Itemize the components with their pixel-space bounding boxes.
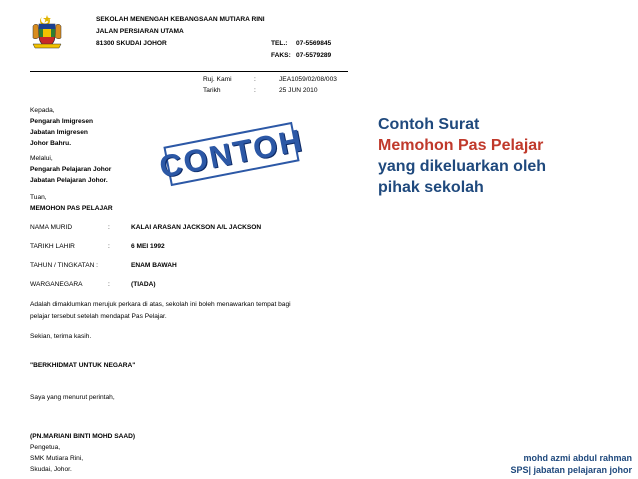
signatory-place: Skudai, Johor. [30, 466, 72, 473]
student-row-colon: : [108, 243, 110, 250]
student-row-label: NAMA MURID [30, 224, 73, 231]
address-line-1: JALAN PERSIARAN UTAMA [96, 28, 184, 35]
student-row-colon: : [108, 224, 110, 231]
via-line-2: Jabatan Pelajaran Johor. [30, 177, 108, 184]
school-name: SEKOLAH MENENGAH KEBANGSAAN MUTIARA RINI [96, 16, 265, 23]
ref-colon: : [254, 76, 256, 83]
date-colon: : [254, 87, 256, 94]
student-row-value: (TIADA) [131, 281, 156, 288]
footer-author: mohd azmi abdul rahman [523, 453, 632, 463]
body-paragraph-line-2: pelajar tersebut setelah mendapat Pas Pelajar. [30, 313, 167, 320]
ref-value: JEA1059/02/08/003 [279, 76, 337, 83]
fax-value: 07-5579289 [296, 52, 332, 59]
contoh-stamp [156, 122, 307, 186]
ref-label: Ruj. Kami [203, 76, 232, 83]
body-paragraph-line-1: Adalah dimaklumkan merujuk perkara di atas, sekolah ini boleh menawarkan tempat bagi [30, 301, 291, 308]
caption-line-4: pihak sekolah [378, 179, 484, 196]
caption-line-3: yang dikeluarkan oleh [378, 158, 547, 175]
recipient-line-1: Pengarah Imigresen [30, 118, 94, 125]
recipient-line-2: Jabatan Imigresen [30, 129, 88, 136]
signatory-title: Pengetua, [30, 444, 61, 451]
recipient-line-3: Johor Bahru. [30, 140, 72, 147]
fax-label: FAKS: [271, 52, 291, 59]
tel-label: TEL.: [271, 40, 288, 47]
signatory-school: SMK Mutiara Rini, [30, 455, 84, 462]
caption-block [378, 114, 633, 198]
header-divider [30, 71, 348, 72]
student-row-label: TARIKH LAHIR [30, 243, 75, 250]
student-row-colon: : [108, 281, 110, 288]
stamp-text: CONTOH [156, 122, 307, 185]
date-value: 25 JUN 2010 [279, 87, 318, 94]
caption-line-2: Memohon Pas Pelajar [378, 137, 544, 154]
kepada-label: Kepada, [30, 107, 55, 114]
subject: MEMOHON PAS PELAJAR [30, 205, 113, 212]
salutation: Tuan, [30, 194, 47, 201]
via-line-1: Pengarah Pelajaran Johor [30, 166, 112, 173]
caption-line-1: Contoh Surat [378, 116, 480, 133]
date-label: Tarikh [203, 87, 221, 94]
student-row-label: WARGANEGARA [30, 281, 83, 288]
motto: "BERKHIDMAT UNTUK NEGARA" [30, 362, 136, 369]
closing-line: Saya yang menurut perintah, [30, 394, 115, 401]
melalui-label: Melalui, [30, 155, 53, 162]
tel-value: 07-5569845 [296, 40, 332, 47]
student-row-value: 6 MEI 1992 [131, 243, 165, 250]
school-crest-logo [30, 14, 64, 50]
footer-org: SPS| jabatan pelajaran johor [510, 465, 632, 475]
address-line-2: 81300 SKUDAI JOHOR [96, 40, 167, 47]
student-row-label: TAHUN / TINGKATAN : [30, 262, 99, 269]
student-row-value: ENAM BAWAH [131, 262, 177, 269]
signatory-name: (PN.MARIANI BINTI MOHD SAAD) [30, 433, 136, 440]
thanks-line: Sekian, terima kasih. [30, 333, 92, 340]
student-row-value: KALAI ARASAN JACKSON A/L JACKSON [131, 224, 262, 231]
